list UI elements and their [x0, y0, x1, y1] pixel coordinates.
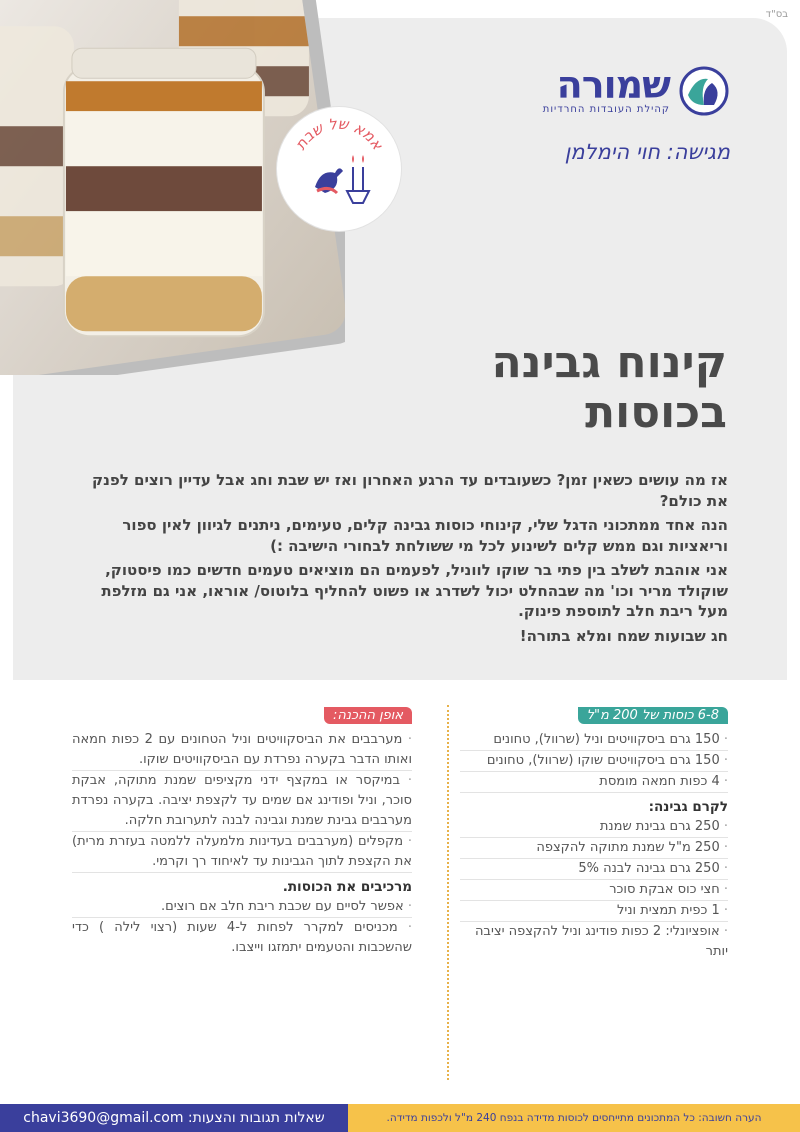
ingredient-item: · 150 גרם ביסקוויטים שוקו (שרוול), טחונים	[460, 751, 728, 772]
column-divider	[447, 705, 449, 1080]
recipe-title	[307, 338, 727, 438]
shmura-wave-icon	[678, 65, 730, 117]
method-steps-list	[72, 730, 412, 873]
intro-paragraph: הנה אחד ממתכוני הדגל שלי, קינוחי כוסות גבינה קלים, טעימים, ניתנים לגיוון לאין ספור וריאציות וגם ממש קלים לשינוע לכל מי ששולחת לבחורי הישיבה :)	[122, 516, 728, 555]
ingredient-item: · 4 כפות חמאה מומסת	[460, 772, 728, 793]
contact-bar: שאלות תגובות והצעות: chavi3690@gmail.com	[0, 1104, 348, 1132]
ingredient-item: · אופציונלי: 2 כפות פודינג וניל להקצפה יציבה יותר	[460, 922, 728, 962]
corner-tag: בס"ד	[765, 9, 788, 20]
assembly-heading: מרכיבים את הכוסות.	[282, 879, 412, 895]
presenter: מגישה: חוי הימלמן	[564, 140, 730, 164]
method-step: · אפשר לסיים עם שכבת ריבת חלב אם רוצים.	[72, 897, 412, 918]
dessert-jars-image	[0, 0, 324, 346]
cream-heading: לקרם גבינה:	[648, 799, 728, 815]
ingredient-item: · 250 גרם גבינה לבנה 5%	[460, 859, 728, 880]
servings-tag: 6-8 כוסות של 200 מ"ל	[578, 707, 728, 724]
method-step: · מערבבים את הביסקוויטים וניל הטחונים עם 2 כפות חמאה ואותו הדבר בקערה נפרדת עם הביסקוויטים שוקו.	[72, 730, 412, 771]
shmura-logo	[515, 63, 730, 119]
intro-paragraph: אני אוהבת לשלב בין פתי בר שוקו לווניל, לפעמים הם מוציאים טעמים חדשים כמו פיסטוק, שוקולד מריר וכו' מה שבהחלט יכול לשדרג או פשוט להחליף בלוטוס/ אוראו, אני גם מזלפת מעל ריבת חלב לתוספת פינוק.	[101, 561, 728, 620]
ingredient-item: · 150 גרם ביסקוויטים וניל (שרוול), טחונים	[460, 730, 728, 751]
logo-subtitle: קהילת העובדות החרדיות	[542, 104, 670, 115]
method-step: · במיקסר או במקצף ידני מקציפים שמנת מתוקה, אבקת סוכר, וניל ופודינג אם שמים עד לקצפת יציבה. בקערה נפרדת מערבבים גבינת שמנת וגבינה לבנה לתערובת חלקה.	[72, 771, 412, 832]
title-line-2: בכוסות	[585, 387, 727, 438]
ingredient-item: · 250 מ"ל שמנת מתוקה להקצפה	[460, 838, 728, 859]
intro-text	[68, 470, 728, 650]
method-tag: אופן ההכנה:	[324, 707, 412, 724]
svg-text:אמא של שבת: אמא של שבת	[291, 114, 387, 154]
logo-name: שמורה	[556, 63, 670, 107]
ima-shel-shabbat-stamp	[277, 107, 401, 231]
ingredient-item: · 250 גרם גבינת שמנת	[460, 817, 728, 838]
intro-paragraph: אז מה עושים כשאין זמן? כשעובדים עד הרגע האחרון ואז יש שבת וחג אבל עדיין רוצים לפנק את כולם?	[92, 471, 728, 510]
ingredient-item: · חצי כוס אבקת סוכר	[460, 880, 728, 901]
shabbat-bird-candles-icon	[277, 107, 401, 231]
method-step: · מכניסים למקרר לפחות ל-4 שעות (רצוי לילה ) כדי שהשכבות והטעמים יתמזגו וייצבו.	[72, 918, 412, 958]
base-ingredients-list	[460, 730, 728, 793]
title-line-1: קינוח גבינה	[491, 337, 727, 388]
ingredients-column	[460, 704, 728, 962]
ingredient-item: · 1 כפית תמצית וניל	[460, 901, 728, 922]
intro-paragraph: חג שבועות שמח ומלא בתורה!	[519, 626, 728, 645]
method-step: · מקפלים (מערבבים בעדינות מלמעלה ללמטה בעזרת מרית) את הקצפת לתוך הגבינות עד לאיחוד רך וקרמי.	[72, 832, 412, 873]
method-column	[72, 704, 412, 958]
cream-ingredients-list	[460, 817, 728, 962]
assembly-steps-list	[72, 897, 412, 958]
measurement-note-bar: הערה חשובה: כל המתכונים מתייחסים לכוסות מדידה בנפח 240 מ"ל ולכפות מדידה.	[348, 1104, 800, 1132]
